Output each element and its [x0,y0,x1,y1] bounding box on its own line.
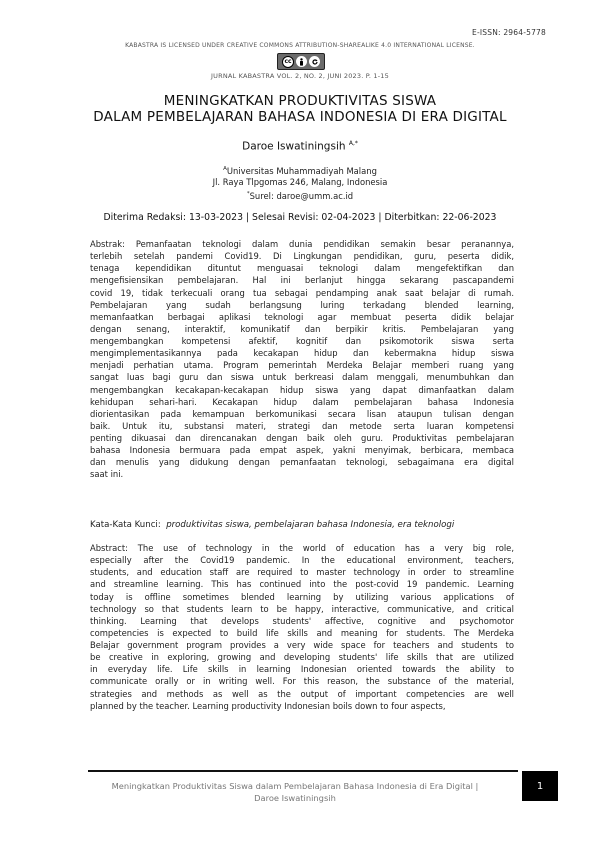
abstract-line: mengembangkan kecakapan-kecakapan hidup siswa yang dapat dimanfaatkan dalam [90,384,514,395]
abstract-english [90,542,514,712]
title-line: DALAM PEMBELAJARAN BAHASA INDONESIA DI ERA DIGITAL [93,109,507,125]
affiliation-superscript: A [223,166,227,172]
abstract-line: baik. Untuk itu, substansi materi, strategi dan metode serta luaran kompetensi [90,420,514,431]
by-icon [296,56,307,67]
affiliation-institution: Universitas Muhammadiyah Malang [226,165,377,176]
license-statement: KABASTRA IS LICENSED UNDER CREATIVE COMMONS ATTRIBUTION-SHAREALIKE 4.0 INTERNATIONAL LICENSE. [125,42,475,49]
page-number: 1 [522,771,558,801]
abstract-line: planned by the teacher. Learning productivity Indonesian boils down to four aspects, [90,700,446,711]
abstract-line: terlebih setelah pandemi Covid19. Di Lingkungan pendidikan, guru, peserta didik, [90,251,514,262]
keywords-text: produktivitas siswa, pembelajaran bahasa Indonesia, era teknologi [166,520,455,530]
affiliation-email-line [0,189,600,202]
abstract-line: penting dikuasai dan direncanakan dengan baik oleh guru. Produktivitas pembelajaran [90,433,514,443]
abstract-line: students, and education staff are required to master technology in order to streamline [90,567,514,578]
running-title: Meningkatkan Produktivitas Siswa dalam Pembelajaran Bahasa Indonesia di Era Digital | [111,781,479,791]
author-email: Surel: daroe@umm.ac.id [249,190,354,201]
abstract-line: competencies is expected to build life skills and meaning for students. The Merdeka [90,627,514,638]
journal-info: JURNAL KABASTRA VOL. 2, NO. 2, JUNI 2023. P. 1-15 [211,72,389,80]
abstract-line: dan menulis yang didukung dengan pemanfaatan teknologi, sebagaimana era digital [90,457,514,468]
title-line: MENINGKATKAN PRODUKTIVITAS SISWA [163,93,437,109]
keywords [90,520,454,530]
abstract-line: Abstract: The use of technology in the world of education has a very big role, [90,543,514,553]
affiliation-line [0,164,600,177]
keywords-label: Kata-Kata Kunci: [90,520,161,530]
abstract-line: strategies and methods as well as the output of important competencies are well [90,688,514,699]
abstract-line: dengan senang, interaktif, komunikatif dan berpikir kritis. Pembelajaran yang [90,323,514,334]
abstract-line: bahasa Indonesia bermuara pada empat aspek, yakni menyimak, berbicara, membaca [90,445,514,456]
abstract-line: technology so that students learn to be happy, interactive, communicative, and critical [90,603,514,614]
abstract-line: in everyday life. Life skills in learning Indonesian oriented towards the ability to [90,664,514,675]
affiliation [0,164,600,202]
email-superscript: * [246,190,250,197]
article-dates: Diterima Redaksi: 13-03-2023 | Selesai Revisi: 02-04-2023 | Diterbitkan: 22-06-2023 [103,212,497,223]
abstract-line: Belajar government program provides a very wide space for teachers and students to [90,640,514,650]
abstract-line: be creative in exploring, growing and developing students' life skills that are utilized [90,652,514,663]
abstract-line: mengimplementasikannya pada kecakapan hidup dan kebermakna hidup siswa [90,348,514,359]
running-author: Daroe Iswatiningsih [254,793,336,803]
abstract-line: mengefisiensikan pembelajaran. Hal ini berlanjut hingga sekarang pascapandemi [90,275,514,286]
abstract-indonesian [90,238,514,481]
abstract-line: diorientasikan pada kemampuan berkomunikasi secara lisan ataupun tulisan dengan [90,408,514,419]
abstract-line: communicate orally or in writing well. For this reason, the substance of the material, [90,676,514,687]
abstract-line: covid 19, tidak terkecuali orang tua sebagai pendamping anak saat belajar di rumah. [90,287,514,298]
footer-rule [88,770,518,772]
abstract-line: memanfaatkan berbagai aplikasi teknologi agar membuat peserta didik belajar [90,311,514,322]
abstract-line: especially after the Covid19 pandemic. In the educational environment, teachers, [90,555,514,566]
abstract-line: and streamline learning. This has continued into the post-covid 19 pandemic. Learning [90,579,514,590]
article-title [0,93,600,125]
author-name: Daroe Iswatiningsih [242,140,346,153]
abstract-line: menjadi perhatian utama. Program pemerintah Merdeka Belajar memberi ruang yang [90,360,514,371]
author [0,140,600,153]
abstract-line: Pembelajaran yang sudah berlangsung luring terkadang blended learning, [90,299,514,310]
abstract-line: today is offline sometimes blended learning by utilizing various applications of [90,591,514,602]
affiliation-address: Jl. Raya Tlpgomas 246, Malang, Indonesia [212,177,388,188]
abstract-line: thinking. Learning that develops students' affective, cognitive and psychomotor [90,615,514,626]
abstract-line: mengembangkan kompetensi afektif, kognitif dan psikomotorik siswa serta [90,336,514,346]
issn: E-ISSN: 2964-5778 [472,28,546,37]
abstract-line: kehidupan sehari-hari. Kecakapan hidup dalam pembelajaran bahasa Indonesia [90,396,514,407]
cc-license-badge [277,53,325,70]
abstract-line: sangat luas bagi guru dan siswa untuk berkreasi dalam menggali, menumbuhkan dan [90,372,514,383]
abstract-line: Abstrak: Pemanfaatan teknologi dalam dunia pendidikan semakin besar peranannya, [90,239,514,249]
author-superscript: A,* [348,140,358,147]
cc-icon: cc [282,56,294,68]
abstract-line: saat ini. [90,469,124,480]
running-footer [88,780,502,804]
sa-icon [309,56,320,67]
abstract-line: tenaga kependidikan dituntut menguasai teknologi dalam mengefektifkan dan [90,263,514,274]
